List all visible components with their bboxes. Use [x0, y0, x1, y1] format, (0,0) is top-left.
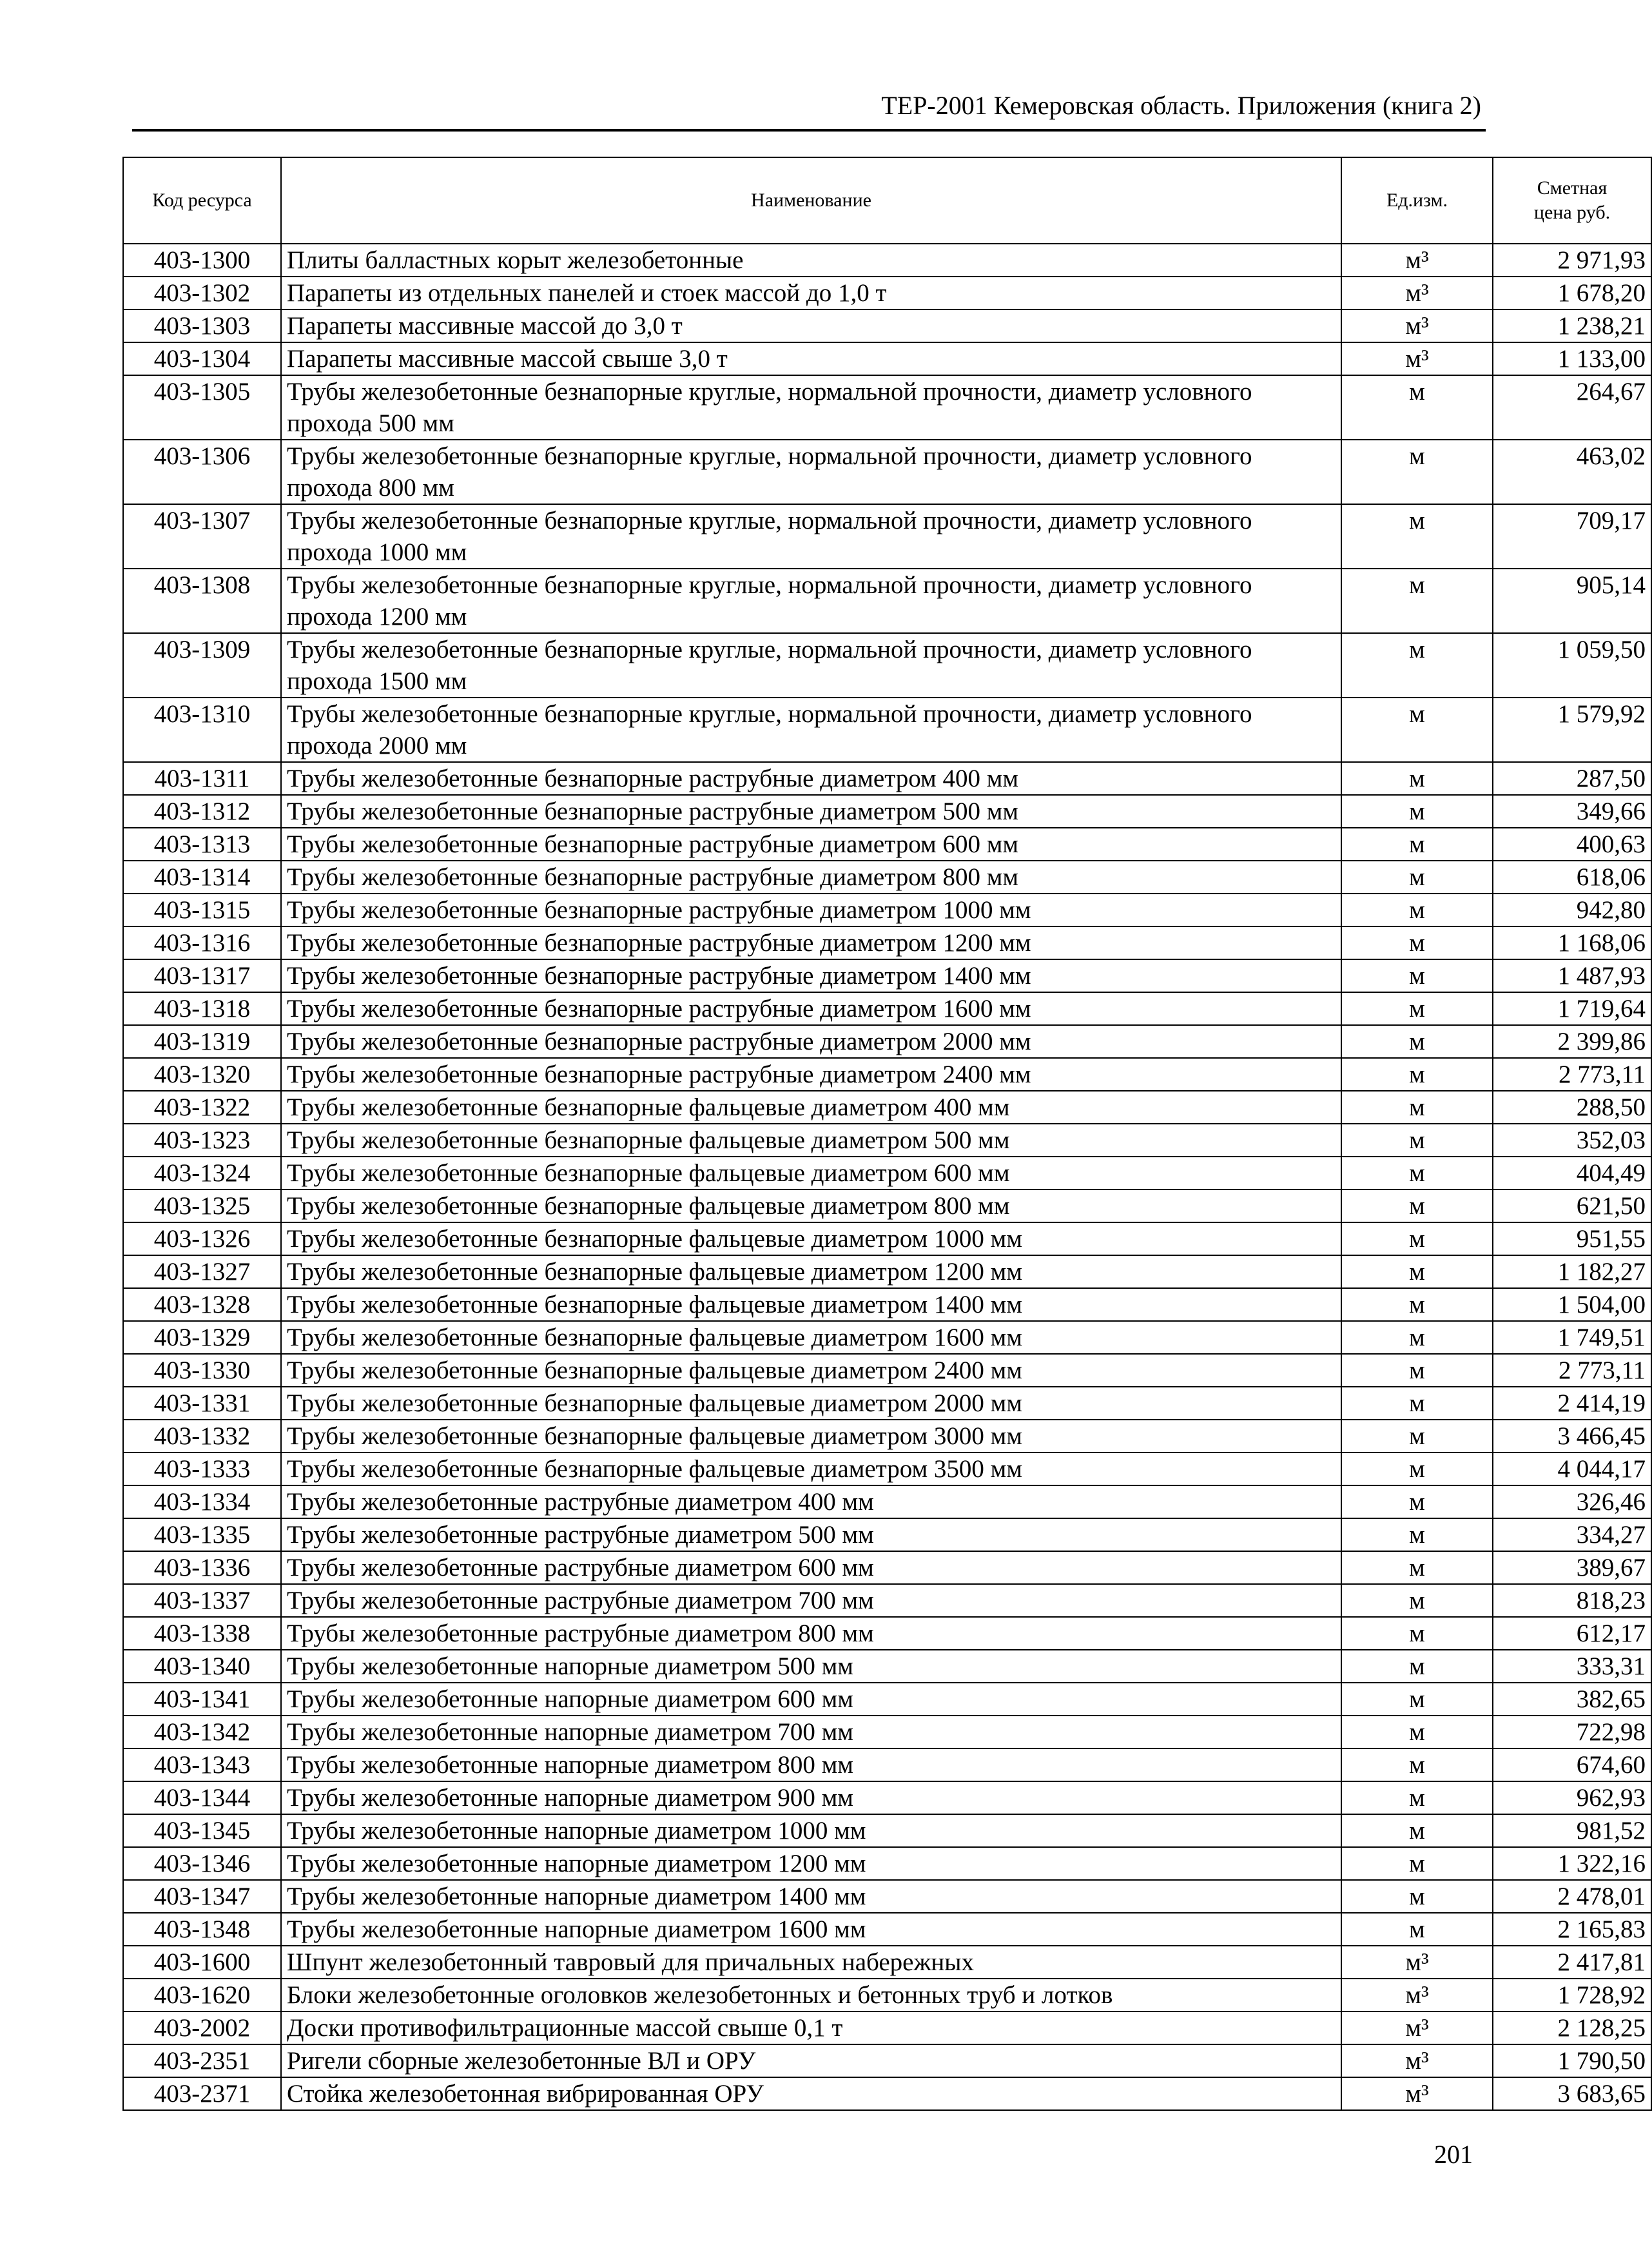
cell-code: 403-1343: [123, 1748, 281, 1781]
table-row: [123, 1453, 1651, 1485]
cell-unit: м: [1341, 1716, 1493, 1748]
cell-code: 403-1341: [123, 1683, 281, 1716]
cell-price: 1 182,27: [1493, 1255, 1651, 1288]
cell-price: 2 128,25: [1493, 2011, 1651, 2044]
cell-unit: м³: [1341, 277, 1493, 309]
table-row: [123, 1124, 1651, 1157]
table-row: [123, 2077, 1651, 2110]
cell-price: 3 466,45: [1493, 1420, 1651, 1453]
cell-code: 403-2371: [123, 2077, 281, 2110]
cell-code: 403-1319: [123, 1025, 281, 1058]
cell-price: 1 728,92: [1493, 1979, 1651, 2011]
table-row: [123, 244, 1651, 277]
cell-price: 4 044,17: [1493, 1453, 1651, 1485]
cell-code: 403-1311: [123, 762, 281, 795]
cell-code: 403-1313: [123, 828, 281, 861]
cell-code: 403-1307: [123, 504, 281, 569]
cell-unit: м: [1341, 894, 1493, 926]
table-row: [123, 440, 1651, 504]
table-row: [123, 894, 1651, 926]
cell-name: Трубы железобетонные безнапорные раструбные диаметром 1400 мм: [281, 959, 1341, 992]
column-header-price: Сметная цена руб.: [1493, 157, 1651, 244]
table-row: [123, 828, 1651, 861]
table-row: [123, 1781, 1651, 1814]
cell-unit: м: [1341, 1222, 1493, 1255]
cell-name: Трубы железобетонные безнапорные раструбные диаметром 1600 мм: [281, 992, 1341, 1025]
cell-code: 403-1316: [123, 926, 281, 959]
cell-price: 618,06: [1493, 861, 1651, 894]
cell-unit: м: [1341, 1485, 1493, 1518]
cell-code: 403-1305: [123, 375, 281, 440]
cell-price: 382,65: [1493, 1683, 1651, 1716]
cell-name: Трубы железобетонные напорные диаметром 900 мм: [281, 1781, 1341, 1814]
cell-code: 403-1309: [123, 633, 281, 698]
cell-unit: м: [1341, 992, 1493, 1025]
table-row: [123, 2044, 1651, 2077]
cell-name: Ригели сборные железобетонные ВЛ и ОРУ: [281, 2044, 1341, 2077]
column-header-code: Код ресурса: [123, 157, 281, 244]
cell-price: 621,50: [1493, 1189, 1651, 1222]
cell-price: 1 133,00: [1493, 342, 1651, 375]
table-row: [123, 861, 1651, 894]
cell-unit: м: [1341, 926, 1493, 959]
cell-name: Трубы железобетонные раструбные диаметром 700 мм: [281, 1584, 1341, 1617]
cell-code: 403-1336: [123, 1551, 281, 1584]
cell-code: 403-1315: [123, 894, 281, 926]
cell-name: Трубы железобетонные безнапорные круглые, нормальной прочности, диаметр условного прохода 1500 мм: [281, 633, 1341, 698]
cell-price: 404,49: [1493, 1157, 1651, 1189]
cell-code: 403-2351: [123, 2044, 281, 2077]
header-divider: [132, 129, 1486, 132]
cell-name: Стойка железобетонная вибрированная ОРУ: [281, 2077, 1341, 2110]
cell-code: 403-1308: [123, 569, 281, 633]
page-number: 201: [1434, 2140, 1473, 2169]
table-row: [123, 1979, 1651, 2011]
cell-price: 981,52: [1493, 1814, 1651, 1847]
cell-unit: м³: [1341, 244, 1493, 277]
cell-unit: м: [1341, 959, 1493, 992]
table-row: [123, 1420, 1651, 1453]
cell-price: 1 790,50: [1493, 2044, 1651, 2077]
cell-unit: м: [1341, 504, 1493, 569]
table-row: [123, 1913, 1651, 1946]
cell-unit: м: [1341, 1288, 1493, 1321]
cell-name: Доски противофильтрационные массой свыше 0,1 т: [281, 2011, 1341, 2044]
table-row: [123, 1748, 1651, 1781]
cell-name: Трубы железобетонные напорные диаметром 800 мм: [281, 1748, 1341, 1781]
cell-name: Трубы железобетонные безнапорные раструбные диаметром 500 мм: [281, 795, 1341, 828]
table-row: [123, 1683, 1651, 1716]
table-row: [123, 633, 1651, 698]
table-row: [123, 795, 1651, 828]
cell-price: 389,67: [1493, 1551, 1651, 1584]
cell-price: 962,93: [1493, 1781, 1651, 1814]
cell-unit: м: [1341, 762, 1493, 795]
cell-name: Трубы железобетонные безнапорные раструбные диаметром 800 мм: [281, 861, 1341, 894]
cell-name: Трубы железобетонные напорные диаметром 500 мм: [281, 1650, 1341, 1683]
cell-price: 1 719,64: [1493, 992, 1651, 1025]
cell-code: 403-1345: [123, 1814, 281, 1847]
cell-name: Парапеты из отдельных панелей и стоек массой до 1,0 т: [281, 277, 1341, 309]
cell-name: Трубы железобетонные раструбные диаметром 600 мм: [281, 1551, 1341, 1584]
cell-unit: м: [1341, 1781, 1493, 1814]
price-table: [122, 157, 1652, 2111]
cell-unit: м³: [1341, 342, 1493, 375]
cell-code: 403-1323: [123, 1124, 281, 1157]
cell-name: Трубы железобетонные безнапорные раструбные диаметром 600 мм: [281, 828, 1341, 861]
table-row: [123, 309, 1651, 342]
table-row: [123, 1255, 1651, 1288]
cell-unit: м: [1341, 1387, 1493, 1420]
cell-price: 326,46: [1493, 1485, 1651, 1518]
table-row: [123, 1025, 1651, 1058]
cell-unit: м: [1341, 1124, 1493, 1157]
cell-code: 403-1300: [123, 244, 281, 277]
cell-name: Трубы железобетонные раструбные диаметром 400 мм: [281, 1485, 1341, 1518]
cell-price: 1 059,50: [1493, 633, 1651, 698]
cell-price: 334,27: [1493, 1518, 1651, 1551]
cell-unit: м³: [1341, 1979, 1493, 2011]
cell-price: 288,50: [1493, 1091, 1651, 1124]
cell-code: 403-1329: [123, 1321, 281, 1354]
cell-unit: м: [1341, 1321, 1493, 1354]
cell-code: 403-1317: [123, 959, 281, 992]
cell-name: Блоки железобетонные оголовков железобетонных и бетонных труб и лотков: [281, 1979, 1341, 2011]
cell-name: Трубы железобетонные безнапорные фальцевые диаметром 1400 мм: [281, 1288, 1341, 1321]
cell-name: Трубы железобетонные напорные диаметром 1400 мм: [281, 1880, 1341, 1913]
cell-price: 818,23: [1493, 1584, 1651, 1617]
cell-unit: м: [1341, 633, 1493, 698]
cell-price: 674,60: [1493, 1748, 1651, 1781]
cell-price: 2 478,01: [1493, 1880, 1651, 1913]
cell-price: 2 399,86: [1493, 1025, 1651, 1058]
cell-unit: м: [1341, 1650, 1493, 1683]
cell-code: 403-1310: [123, 698, 281, 762]
cell-unit: м: [1341, 1420, 1493, 1453]
cell-code: 403-1335: [123, 1518, 281, 1551]
table-row: [123, 1814, 1651, 1847]
cell-name: Трубы железобетонные раструбные диаметром 800 мм: [281, 1617, 1341, 1650]
cell-code: 403-1337: [123, 1584, 281, 1617]
cell-code: 403-1304: [123, 342, 281, 375]
cell-price: 1 678,20: [1493, 277, 1651, 309]
cell-unit: м: [1341, 1058, 1493, 1091]
cell-price: 2 773,11: [1493, 1058, 1651, 1091]
table-row: [123, 1222, 1651, 1255]
cell-name: Трубы железобетонные безнапорные раструбные диаметром 1200 мм: [281, 926, 1341, 959]
table-row: [123, 992, 1651, 1025]
cell-code: 403-1306: [123, 440, 281, 504]
table-header-row: [123, 157, 1651, 244]
table-row: [123, 1617, 1651, 1650]
cell-unit: м: [1341, 698, 1493, 762]
cell-price: 3 683,65: [1493, 2077, 1651, 2110]
cell-unit: м: [1341, 1157, 1493, 1189]
cell-price: 264,67: [1493, 375, 1651, 440]
cell-code: 403-2002: [123, 2011, 281, 2044]
cell-code: 403-1344: [123, 1781, 281, 1814]
cell-price: 1 168,06: [1493, 926, 1651, 959]
cell-price: 2 773,11: [1493, 1354, 1651, 1387]
cell-name: Трубы железобетонные безнапорные раструбные диаметром 1000 мм: [281, 894, 1341, 926]
cell-code: 403-1342: [123, 1716, 281, 1748]
cell-name: Трубы железобетонные безнапорные фальцевые диаметром 3000 мм: [281, 1420, 1341, 1453]
cell-name: Трубы железобетонные напорные диаметром 600 мм: [281, 1683, 1341, 1716]
cell-price: 905,14: [1493, 569, 1651, 633]
cell-unit: м: [1341, 1683, 1493, 1716]
cell-unit: м³: [1341, 2077, 1493, 2110]
cell-price: 2 417,81: [1493, 1946, 1651, 1979]
table-row: [123, 698, 1651, 762]
cell-name: Трубы железобетонные безнапорные фальцевые диаметром 600 мм: [281, 1157, 1341, 1189]
cell-unit: м³: [1341, 2011, 1493, 2044]
cell-code: 403-1322: [123, 1091, 281, 1124]
cell-unit: м³: [1341, 309, 1493, 342]
table-row: [123, 504, 1651, 569]
cell-name: Трубы железобетонные безнапорные круглые, нормальной прочности, диаметр условного прохода 2000 мм: [281, 698, 1341, 762]
table-row: [123, 1387, 1651, 1420]
cell-code: 403-1348: [123, 1913, 281, 1946]
cell-name: Трубы железобетонные безнапорные круглые, нормальной прочности, диаметр условного прохода 500 мм: [281, 375, 1341, 440]
cell-code: 403-1303: [123, 309, 281, 342]
cell-code: 403-1328: [123, 1288, 281, 1321]
cell-unit: м: [1341, 1880, 1493, 1913]
cell-price: 1 579,92: [1493, 698, 1651, 762]
cell-unit: м: [1341, 1354, 1493, 1387]
column-header-name: Наименование: [281, 157, 1341, 244]
table-row: [123, 1189, 1651, 1222]
table-row: [123, 1946, 1651, 1979]
cell-code: 403-1325: [123, 1189, 281, 1222]
cell-name: Трубы железобетонные безнапорные фальцевые диаметром 2000 мм: [281, 1387, 1341, 1420]
cell-code: 403-1302: [123, 277, 281, 309]
table-row: [123, 1716, 1651, 1748]
cell-price: 352,03: [1493, 1124, 1651, 1157]
cell-name: Трубы железобетонные безнапорные круглые, нормальной прочности, диаметр условного прохода 1200 мм: [281, 569, 1341, 633]
table-row: [123, 342, 1651, 375]
cell-price: 333,31: [1493, 1650, 1651, 1683]
cell-unit: м: [1341, 1913, 1493, 1946]
cell-unit: м: [1341, 1814, 1493, 1847]
cell-price: 1 238,21: [1493, 309, 1651, 342]
cell-name: Трубы железобетонные безнапорные круглые, нормальной прочности, диаметр условного прохода 800 мм: [281, 440, 1341, 504]
cell-name: Шпунт железобетонный тавровый для причальных набережных: [281, 1946, 1341, 1979]
table-row: [123, 1650, 1651, 1683]
cell-code: 403-1334: [123, 1485, 281, 1518]
cell-name: Трубы железобетонные безнапорные раструбные диаметром 2000 мм: [281, 1025, 1341, 1058]
table-row: [123, 762, 1651, 795]
cell-unit: м: [1341, 1091, 1493, 1124]
cell-code: 403-1312: [123, 795, 281, 828]
table-row: [123, 1354, 1651, 1387]
cell-unit: м: [1341, 1255, 1493, 1288]
page-header-title: ТЕР-2001 Кемеровская область. Приложения (книга 2): [881, 91, 1481, 120]
cell-name: Трубы железобетонные безнапорные фальцевые диаметром 400 мм: [281, 1091, 1341, 1124]
cell-code: 403-1326: [123, 1222, 281, 1255]
cell-unit: м: [1341, 1518, 1493, 1551]
cell-price: 722,98: [1493, 1716, 1651, 1748]
cell-price: 287,50: [1493, 762, 1651, 795]
cell-price: 2 414,19: [1493, 1387, 1651, 1420]
cell-name: Трубы железобетонные напорные диаметром 1600 мм: [281, 1913, 1341, 1946]
cell-price: 612,17: [1493, 1617, 1651, 1650]
table-row: [123, 1321, 1651, 1354]
cell-name: Трубы железобетонные безнапорные фальцевые диаметром 1600 мм: [281, 1321, 1341, 1354]
table-row: [123, 1551, 1651, 1584]
cell-unit: м³: [1341, 2044, 1493, 2077]
cell-code: 403-1332: [123, 1420, 281, 1453]
table-row: [123, 1288, 1651, 1321]
cell-code: 403-1338: [123, 1617, 281, 1650]
table-row: [123, 926, 1651, 959]
cell-name: Плиты балластных корыт железобетонные: [281, 244, 1341, 277]
cell-name: Трубы железобетонные напорные диаметром 700 мм: [281, 1716, 1341, 1748]
cell-unit: м: [1341, 440, 1493, 504]
cell-code: 403-1333: [123, 1453, 281, 1485]
cell-code: 403-1347: [123, 1880, 281, 1913]
cell-unit: м: [1341, 1189, 1493, 1222]
cell-code: 403-1324: [123, 1157, 281, 1189]
cell-price: 463,02: [1493, 440, 1651, 504]
table-row: [123, 1847, 1651, 1880]
cell-code: 403-1330: [123, 1354, 281, 1387]
table-row: [123, 1485, 1651, 1518]
cell-unit: м: [1341, 1617, 1493, 1650]
cell-unit: м: [1341, 861, 1493, 894]
cell-name: Трубы железобетонные безнапорные раструбные диаметром 400 мм: [281, 762, 1341, 795]
table-row: [123, 1091, 1651, 1124]
cell-code: 403-1620: [123, 1979, 281, 2011]
cell-price: 1 749,51: [1493, 1321, 1651, 1354]
table-row: [123, 1880, 1651, 1913]
cell-unit: м³: [1341, 1946, 1493, 1979]
cell-price: 951,55: [1493, 1222, 1651, 1255]
table-body: [123, 244, 1651, 2110]
cell-code: 403-1331: [123, 1387, 281, 1420]
cell-unit: м: [1341, 1584, 1493, 1617]
cell-price: 2 165,83: [1493, 1913, 1651, 1946]
cell-name: Трубы железобетонные напорные диаметром 1200 мм: [281, 1847, 1341, 1880]
cell-unit: м: [1341, 1847, 1493, 1880]
table-row: [123, 569, 1651, 633]
table-row: [123, 2011, 1651, 2044]
cell-price: 1 504,00: [1493, 1288, 1651, 1321]
cell-unit: м: [1341, 1551, 1493, 1584]
cell-name: Трубы железобетонные безнапорные фальцевые диаметром 1200 мм: [281, 1255, 1341, 1288]
cell-price: 1 322,16: [1493, 1847, 1651, 1880]
table-row: [123, 1584, 1651, 1617]
table-row: [123, 1157, 1651, 1189]
column-header-unit: Ед.изм.: [1341, 157, 1493, 244]
cell-code: 403-1318: [123, 992, 281, 1025]
cell-unit: м: [1341, 1025, 1493, 1058]
cell-unit: м: [1341, 1453, 1493, 1485]
cell-price: 2 971,93: [1493, 244, 1651, 277]
cell-name: Трубы железобетонные раструбные диаметром 500 мм: [281, 1518, 1341, 1551]
cell-unit: м: [1341, 375, 1493, 440]
cell-price: 1 487,93: [1493, 959, 1651, 992]
cell-name: Трубы железобетонные безнапорные фальцевые диаметром 2400 мм: [281, 1354, 1341, 1387]
cell-price: 709,17: [1493, 504, 1651, 569]
cell-name: Трубы железобетонные безнапорные фальцевые диаметром 3500 мм: [281, 1453, 1341, 1485]
cell-name: Трубы железобетонные безнапорные фальцевые диаметром 800 мм: [281, 1189, 1341, 1222]
cell-unit: м: [1341, 569, 1493, 633]
cell-price: 942,80: [1493, 894, 1651, 926]
cell-price: 349,66: [1493, 795, 1651, 828]
table-row: [123, 277, 1651, 309]
cell-name: Трубы железобетонные безнапорные фальцевые диаметром 500 мм: [281, 1124, 1341, 1157]
table-row: [123, 959, 1651, 992]
cell-code: 403-1314: [123, 861, 281, 894]
cell-unit: м: [1341, 795, 1493, 828]
cell-code: 403-1320: [123, 1058, 281, 1091]
cell-name: Трубы железобетонные безнапорные раструбные диаметром 2400 мм: [281, 1058, 1341, 1091]
cell-code: 403-1327: [123, 1255, 281, 1288]
table-row: [123, 1058, 1651, 1091]
table-row: [123, 1518, 1651, 1551]
cell-price: 400,63: [1493, 828, 1651, 861]
cell-name: Трубы железобетонные безнапорные фальцевые диаметром 1000 мм: [281, 1222, 1341, 1255]
cell-code: 403-1600: [123, 1946, 281, 1979]
cell-code: 403-1340: [123, 1650, 281, 1683]
cell-unit: м: [1341, 1748, 1493, 1781]
cell-unit: м: [1341, 828, 1493, 861]
cell-name: Трубы железобетонные безнапорные круглые, нормальной прочности, диаметр условного прохода 1000 мм: [281, 504, 1341, 569]
cell-name: Парапеты массивные массой до 3,0 т: [281, 309, 1341, 342]
cell-name: Трубы железобетонные напорные диаметром 1000 мм: [281, 1814, 1341, 1847]
table-row: [123, 375, 1651, 440]
cell-code: 403-1346: [123, 1847, 281, 1880]
cell-name: Парапеты массивные массой свыше 3,0 т: [281, 342, 1341, 375]
